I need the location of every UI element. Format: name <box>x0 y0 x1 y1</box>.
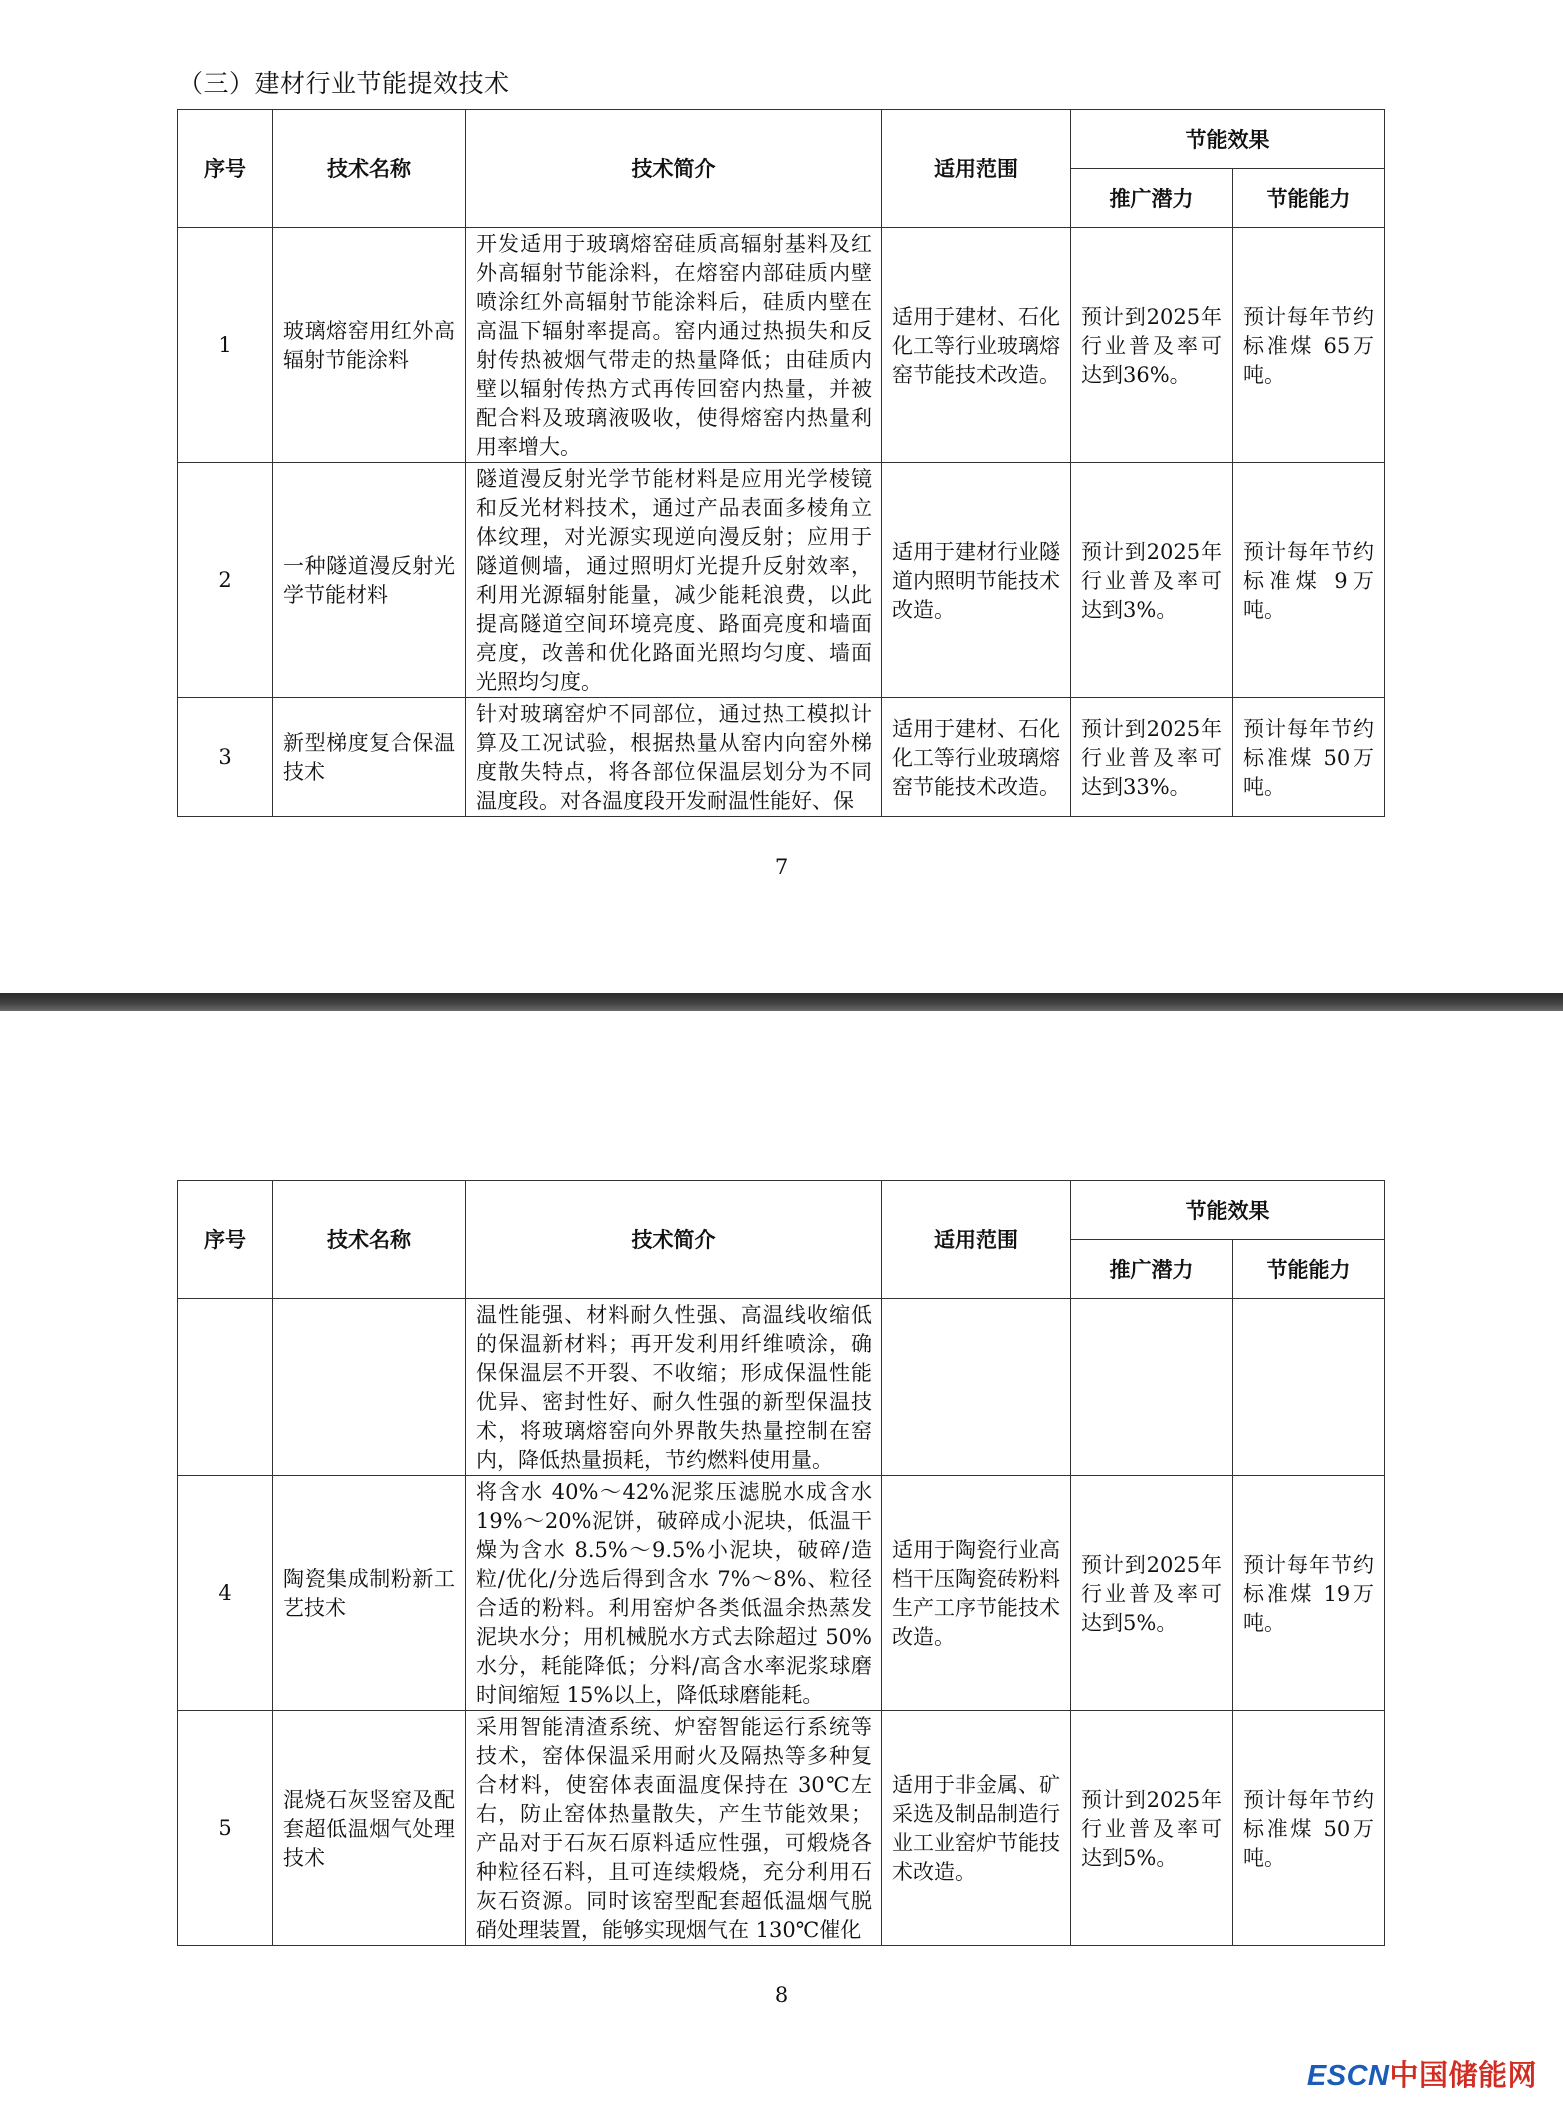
row-name: 新型梯度复合保温技术 <box>283 731 455 784</box>
page-number: 7 <box>774 855 789 879</box>
header-capacity: 节能能力 <box>1233 169 1385 228</box>
header-name: 技术名称 <box>273 1181 466 1299</box>
row-potential <box>1071 1384 1232 1390</box>
header-capacity: 节能能力 <box>1233 1240 1385 1299</box>
watermark-cn: 中国储能网 <box>1389 2060 1537 2092</box>
row-no: 5 <box>178 1711 273 1946</box>
row-potential: 预计到2025年行业普及率可达到33%。 <box>1081 716 1222 799</box>
row-desc: 针对玻璃窑炉不同部位，通过热工模拟计算及工况试验，根据热量从窑内向窑外梯度散失特点，将各部位保温层划分为不同温度段。对各温度段开发耐温性能好、保 <box>476 702 872 813</box>
document-page-7 <box>0 0 1563 993</box>
header-name: 技术名称 <box>273 110 466 228</box>
page-divider <box>0 993 1563 1011</box>
row-capacity: 预计每年节约标准煤 50万吨。 <box>1243 1787 1374 1870</box>
header-no: 序号 <box>178 1181 273 1299</box>
row-scope: 适用于非金属、矿采选及制品制造行业工业窑炉节能技术改造。 <box>892 1773 1060 1884</box>
header-no: 序号 <box>178 110 273 228</box>
table-row <box>178 463 1385 698</box>
row-no: 1 <box>178 228 273 463</box>
table-row <box>178 1476 1385 1711</box>
row-capacity: 预计每年节约标准煤 19万吨。 <box>1243 1552 1374 1635</box>
row-desc: 温性能强、材料耐久性强、高温线收缩低的保温新材料；再开发利用纤维喷涂，确保保温层不开裂、不收缩；形成保温性能优异、密封性好、耐久性强的新型保温技术，将玻璃熔窑向外界散失热量控制在窑内，降低热量损耗，节约燃料使用量。 <box>476 1303 872 1472</box>
table-row <box>178 1299 1385 1476</box>
row-name: 一种隧道漫反射光学节能材料 <box>283 554 455 607</box>
row-capacity: 预计每年节约标准煤 65万吨。 <box>1243 304 1374 387</box>
row-name: 混烧石灰竖窑及配套超低温烟气处理技术 <box>283 1787 455 1870</box>
header-effect: 节能效果 <box>1071 1181 1385 1240</box>
row-capacity: 预计每年节约标准煤 9万吨。 <box>1243 539 1374 622</box>
row-potential: 预计到2025年行业普及率可达到3%。 <box>1081 539 1222 622</box>
row-desc: 将含水 40%～42%泥浆压滤脱水成含水 19%～20%泥饼，破碎成小泥块，低温干燥为含水 8.5%～9.5%小泥块，破碎/造粒/优化/分选后得到含水 7%～8%、粒径合适的粉料。利用窑炉各类低温余热蒸发泥块水分；用机械脱水方式去除超过 50%水分，耗能降低；分料/高含水率泥浆球磨时间缩短 15%以上，降低球磨能耗。 <box>476 1480 872 1707</box>
row-no: 4 <box>178 1476 273 1711</box>
escn-watermark-logo <box>1307 2053 1537 2094</box>
header-scope: 适用范围 <box>882 110 1071 228</box>
row-scope: 适用于建材、石化化工等行业玻璃熔窑节能技术改造。 <box>892 304 1060 387</box>
header-desc: 技术简介 <box>466 1181 882 1299</box>
table-row <box>178 228 1385 463</box>
header-potential: 推广潜力 <box>1071 1240 1233 1299</box>
row-capacity: 预计每年节约标准煤 50万吨。 <box>1243 716 1374 799</box>
technology-table <box>177 1180 1385 1946</box>
header-effect: 节能效果 <box>1071 110 1385 169</box>
row-scope: 适用于陶瓷行业高档干压陶瓷砖粉料生产工序节能技术改造。 <box>892 1538 1060 1649</box>
row-potential: 预计到2025年行业普及率可达到5%。 <box>1081 1552 1222 1635</box>
row-name <box>273 1384 465 1390</box>
row-no <box>178 1299 273 1476</box>
row-scope: 适用于建材、石化化工等行业玻璃熔窑节能技术改造。 <box>892 716 1060 799</box>
row-name: 玻璃熔窑用红外高辐射节能涂料 <box>283 319 455 372</box>
row-scope <box>882 1384 1070 1390</box>
row-no: 3 <box>178 698 273 817</box>
technology-table <box>177 109 1385 817</box>
row-scope: 适用于建材行业隧道内照明节能技术改造。 <box>892 539 1060 622</box>
row-potential: 预计到2025年行业普及率可达到5%。 <box>1081 1787 1222 1870</box>
row-desc: 采用智能清渣系统、炉窑智能运行系统等技术，窑体保温采用耐火及隔热等多种复合材料，使窑体表面温度保持在 30℃左右，防止窑体热量散失，产生节能效果；产品对于石灰石原料适应性强，可煅烧各种粒径石料，且可连续煅烧，充分利用石灰石资源。同时该窑型配套超低温烟气脱硝处理装置，能够实现烟气在 130℃催化 <box>476 1715 872 1942</box>
page-number: 8 <box>774 1983 789 2007</box>
header-scope: 适用范围 <box>882 1181 1071 1299</box>
header-desc: 技术简介 <box>466 110 882 228</box>
row-desc: 开发适用于玻璃熔窑硅质高辐射基料及红外高辐射节能涂料，在熔窑内部硅质内壁喷涂红外高辐射节能涂料后，硅质内壁在高温下辐射率提高。窑内通过热损失和反射传热被烟气带走的热量降低；由硅质内壁以辐射传热方式再传回窑内热量，并被配合料及玻璃液吸收，使得熔窑内热量利用率增大。 <box>476 232 872 459</box>
header-potential: 推广潜力 <box>1071 169 1233 228</box>
document-page-8 <box>0 1011 1563 2116</box>
row-potential: 预计到2025年行业普及率可达到36%。 <box>1081 304 1222 387</box>
table-row <box>178 698 1385 817</box>
watermark-escn: ESCN <box>1306 2060 1390 2092</box>
row-desc: 隧道漫反射光学节能材料是应用光学棱镜和反光材料技术，通过产品表面多棱角立体纹理，对光源实现逆向漫反射；应用于隧道侧墙，通过照明灯光提升反射效率，利用光源辐射能量，减少能耗浪费，以此提高隧道空间环境亮度、路面亮度和墙面亮度，改善和优化路面光照均匀度、墙面光照均匀度。 <box>476 467 872 694</box>
table-row <box>178 1711 1385 1946</box>
section-title: （三）建材行业节能提效技术 <box>178 69 510 98</box>
row-no: 2 <box>178 463 273 698</box>
row-name: 陶瓷集成制粉新工艺技术 <box>283 1567 455 1620</box>
row-capacity <box>1233 1384 1384 1390</box>
